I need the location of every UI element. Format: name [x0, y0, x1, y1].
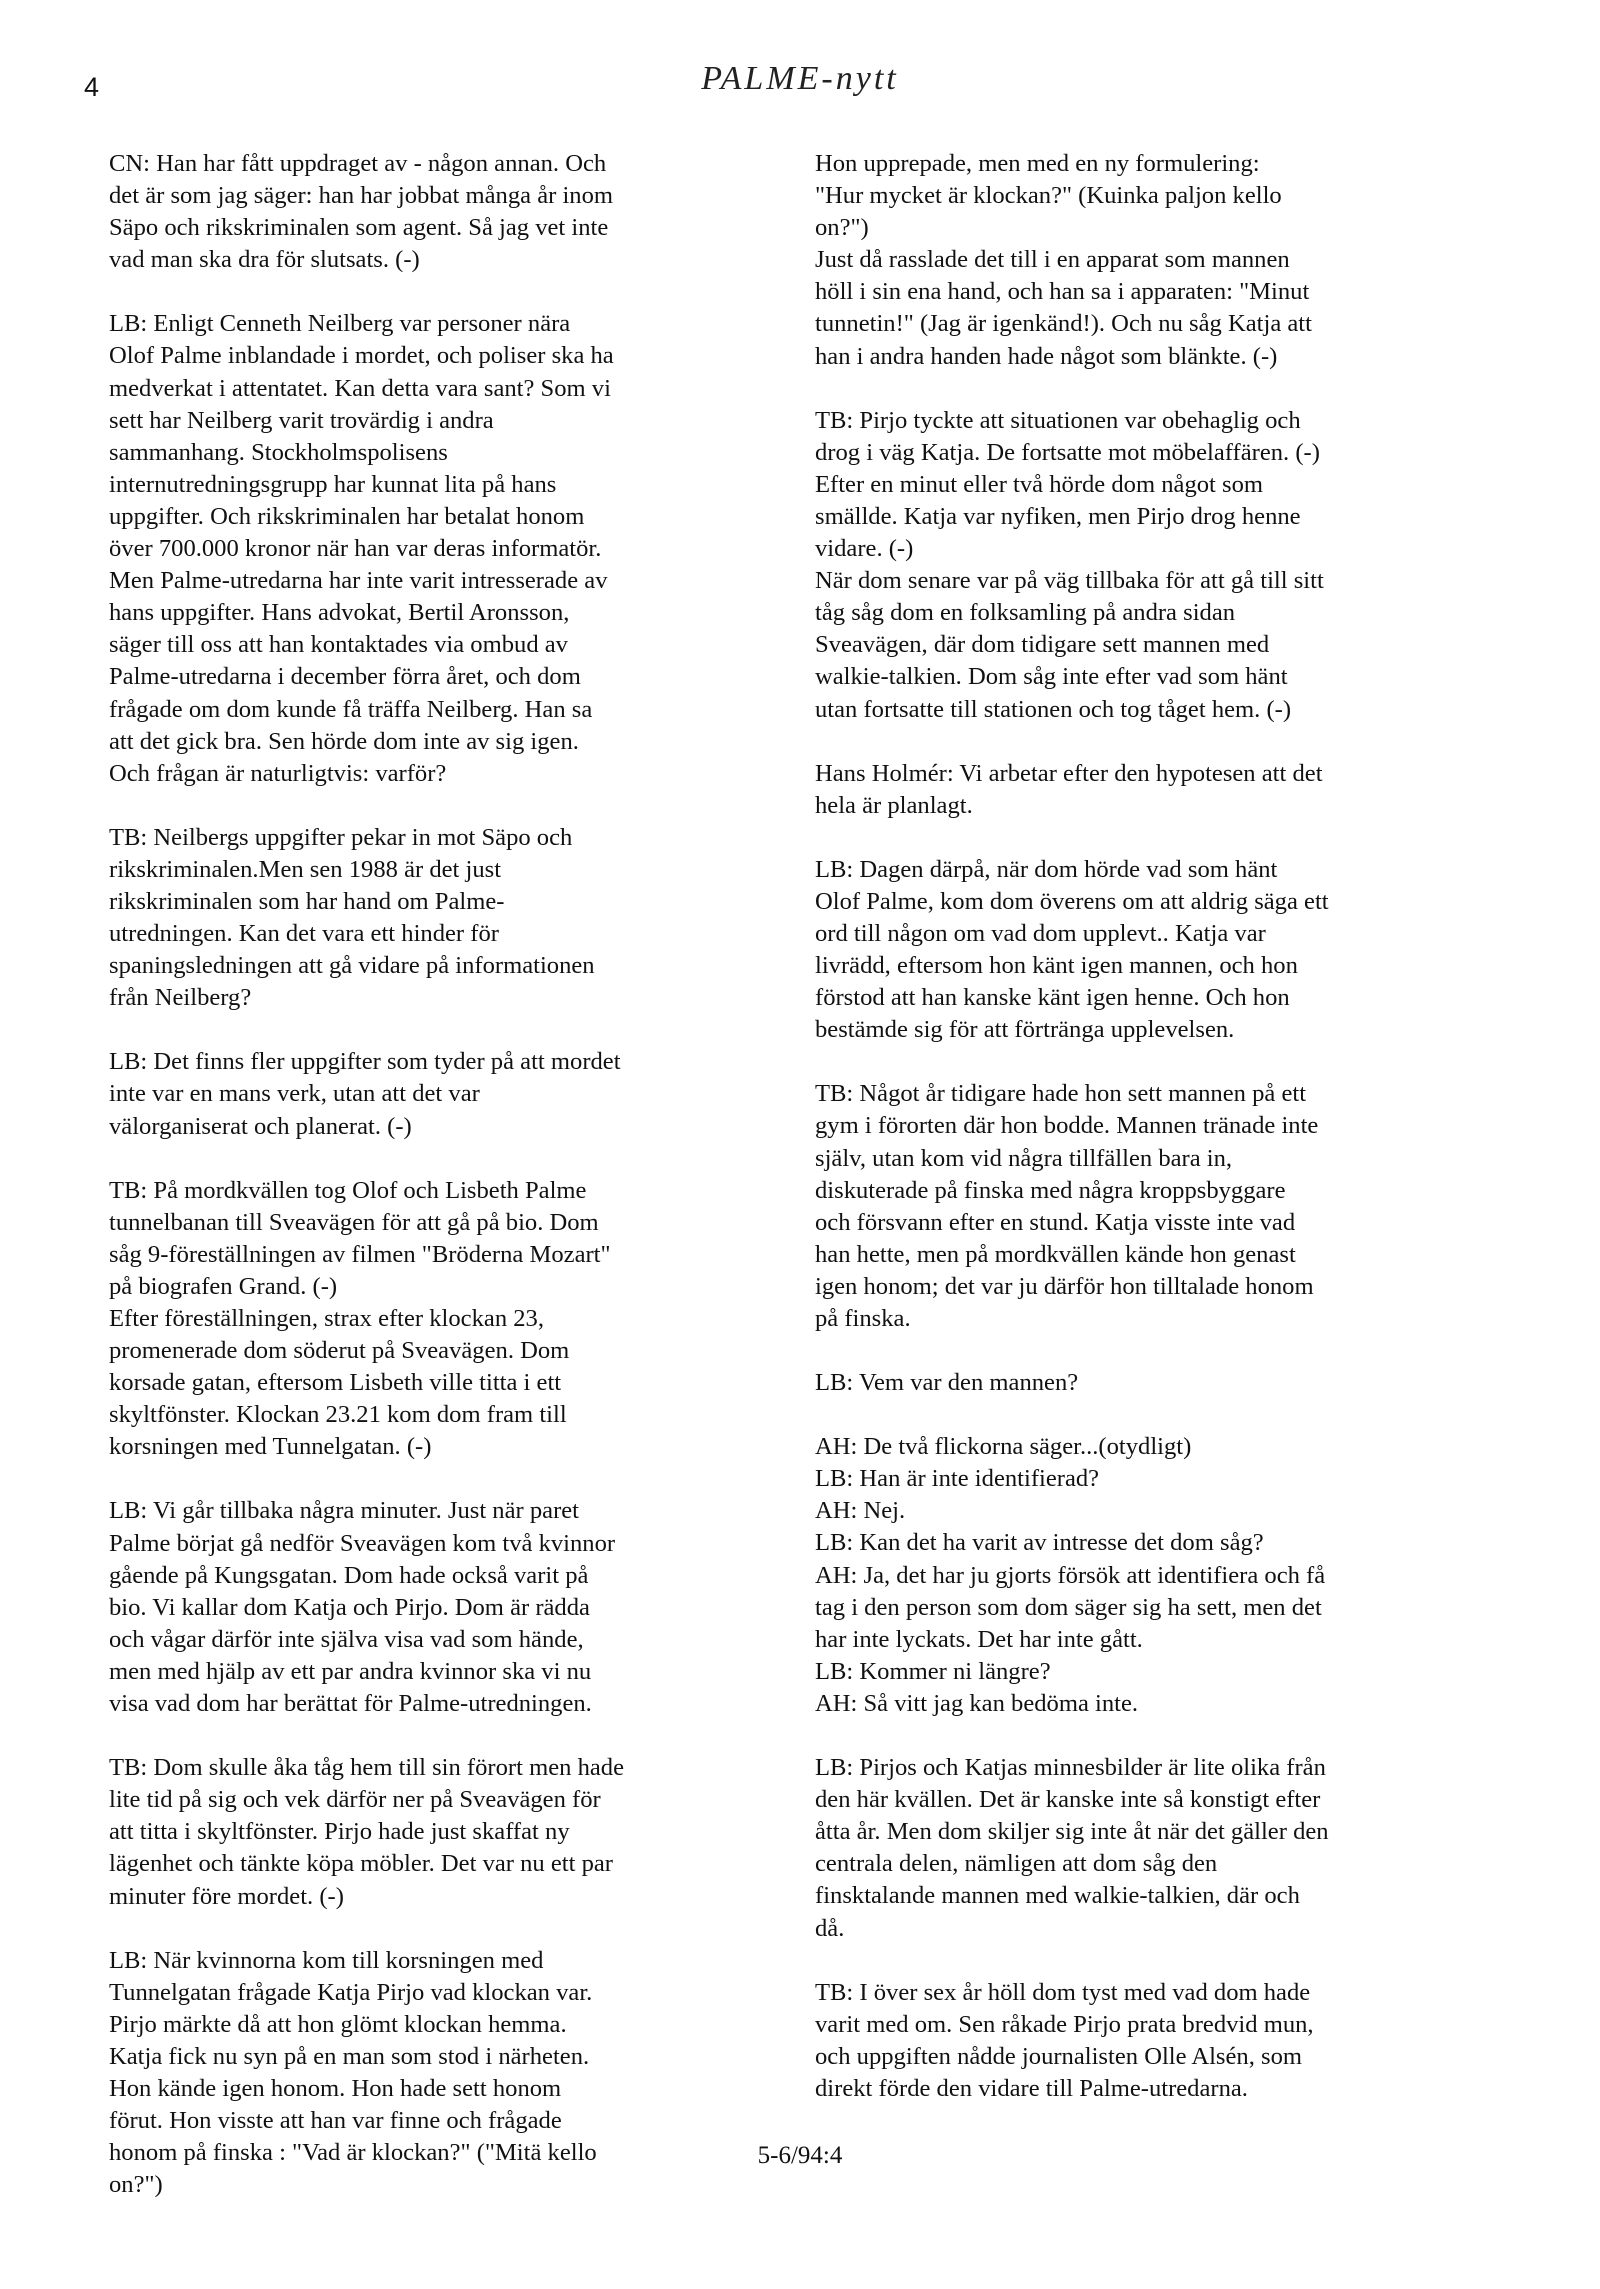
text-line: spaningsledningen att gå vidare på informationen	[109, 952, 595, 980]
text-line: men med hjälp av ett par andra kvinnor ska vi nu	[109, 1657, 592, 1685]
text-line: Sveavägen, där dom tidigare sett mannen med	[815, 631, 1270, 659]
text-line: visa vad dom har berättat för Palme-utredningen.	[109, 1690, 592, 1718]
paragraph	[109, 1752, 764, 1912]
text-line: åtta år. Men dom skiljer sig inte åt när det gäller den	[815, 1818, 1329, 1846]
text-line: Och frågan är naturligtvis: varför?	[109, 759, 447, 787]
text-line: tunnetin!" (Jag är igenkänd!). Och nu såg Katja att	[815, 310, 1312, 338]
text-line: tag i den person som dom säger sig ha sett, men det	[815, 1593, 1322, 1621]
text-line: tåg såg dom en folksamling på andra sidan	[815, 599, 1236, 627]
paragraph	[815, 854, 1470, 1047]
text-line: Tunnelgatan frågade Katja Pirjo vad klockan var.	[109, 1978, 593, 2006]
text-line: centrala delen, nämligen att dom såg den	[815, 1850, 1218, 1878]
text-line: att titta i skyltfönster. Pirjo hade just skaffat ny	[109, 1818, 570, 1846]
page-number: 4	[84, 72, 100, 102]
text-line: medverkat i attentatet. Kan detta vara sant? Som vi	[109, 374, 611, 402]
text-line: sammanhang. Stockholmspolisens	[109, 438, 448, 466]
text-line: AH: Nej.	[815, 1497, 906, 1525]
text-line: bio. Vi kallar dom Katja och Pirjo. Dom är rädda	[109, 1593, 590, 1621]
text-line: TB: I över sex år höll dom tyst med vad dom hade	[815, 1978, 1311, 2006]
text-line: walkie-talkien. Dom såg inte efter vad som hänt	[815, 663, 1288, 691]
text-line: hans uppgifter. Hans advokat, Bertil Aronsson,	[109, 599, 570, 627]
text-line: Olof Palme, kom dom överens om att aldrig säga ett	[815, 887, 1329, 915]
text-line: han i andra handen hade något som blänkte. (-)	[815, 342, 1278, 370]
text-line: och uppgiften nådde journalisten Olle Alsén, som	[815, 2042, 1302, 2070]
text-line: minuter före mordet. (-)	[109, 1882, 344, 1910]
text-line: TB: På mordkvällen tog Olof och Lisbeth Palme	[109, 1176, 587, 1204]
text-line: AH: Ja, det har ju gjorts försök att identifiera och få	[815, 1561, 1326, 1589]
text-line: LB: Vem var den mannen?	[815, 1369, 1079, 1397]
text-line: rikskriminalen.Men sen 1988 är det just	[109, 855, 502, 883]
text-line: TB: Något år tidigare hade hon sett mannen på ett	[815, 1080, 1307, 1108]
text-line: på finska.	[815, 1305, 911, 1332]
text-line: gym i förorten där hon bodde. Mannen tränade inte	[815, 1112, 1319, 1140]
text-line: inte var en mans verk, utan att det var	[109, 1080, 480, 1108]
text-line: ord till någon om vad dom upplevt.. Katja var	[815, 919, 1266, 947]
text-line: korsningen med Tunnelgatan. (-)	[109, 1433, 432, 1461]
text-line: Pirjo märkte då att hon glömt klockan hemma.	[109, 2010, 567, 2038]
text-line: Men Palme-utredarna har inte varit intresserade av	[109, 567, 608, 595]
left-column	[109, 148, 764, 2233]
text-line: smällde. Katja var nyfiken, men Pirjo drog henne	[815, 502, 1301, 530]
text-line: den här kvällen. Det är kanske inte så konstigt efter	[815, 1786, 1321, 1814]
paragraph	[815, 1367, 1470, 1399]
text-line: förstod att han kanske känt igen henne. Och hon	[815, 984, 1290, 1012]
text-line: igen honom; det var ju därför hon tilltalade honom	[815, 1272, 1314, 1300]
paragraph	[815, 1078, 1470, 1335]
text-line: har inte lyckats. Det har inte gått.	[815, 1625, 1143, 1653]
text-line: promenerade dom söderut på Sveavägen. Dom	[109, 1337, 570, 1365]
text-line: utan fortsatte till stationen och tog tåget hem. (-)	[815, 695, 1292, 723]
text-line: När dom senare var på väg tillbaka för att gå till sitt	[815, 567, 1324, 595]
text-line: utredningen. Kan det vara ett hinder för	[109, 920, 499, 948]
text-line: uppgifter. Och rikskriminalen har betalat honom	[109, 502, 585, 530]
text-line: och vågar därför inte själva visa vad som hände,	[109, 1625, 584, 1653]
text-line: LB: Dagen därpå, när dom hörde vad som hänt	[815, 855, 1278, 883]
text-line: CN: Han har fått uppdraget av - någon annan. Och	[109, 150, 607, 177]
paragraph	[109, 1495, 764, 1720]
text-line: korsade gatan, eftersom Lisbeth ville titta i ett	[109, 1369, 562, 1397]
paragraph	[815, 1977, 1470, 2105]
text-line: vidare. (-)	[815, 535, 914, 563]
text-line: Olof Palme inblandade i mordet, och poliser ska ha	[109, 342, 614, 370]
text-line: över 700.000 kronor när han var deras informatör.	[109, 535, 602, 563]
text-line: LB: Vi går tillbaka några minuter. Just när paret	[109, 1497, 580, 1525]
text-line: Palme börjat gå nedför Sveavägen kom två kvinnor	[109, 1529, 616, 1557]
text-line: on?")	[815, 214, 869, 242]
text-line: gående på Kungsgatan. Dom hade också varit på	[109, 1561, 589, 1589]
text-line: LB: Enligt Cenneth Neilberg var personer nära	[109, 310, 571, 338]
text-line: livrädd, eftersom hon känt igen mannen, och hon	[815, 952, 1298, 980]
text-line: LB: När kvinnorna kom till korsningen med	[109, 1946, 544, 1974]
text-line: TB: Dom skulle åka tåg hem till sin förort men hade	[109, 1754, 624, 1782]
text-line: honom på finska : "Vad är klockan?" ("Mitä kello	[109, 2139, 597, 2167]
text-line: höll i sin ena hand, och han sa i apparaten: "Minut	[815, 278, 1310, 306]
masthead: PALME-nytt	[701, 60, 899, 97]
text-line: Just då rasslade det till i en apparat som mannen	[815, 246, 1290, 274]
text-line: Palme-utredarna i december förra året, och dom	[109, 663, 581, 691]
paragraph	[109, 148, 764, 276]
text-line: LB: Han är inte identifierad?	[815, 1465, 1100, 1493]
text-line: Efter en minut eller två hörde dom något som	[815, 470, 1264, 498]
text-line: Säpo och rikskriminalen som agent. Så jag vet inte	[109, 214, 609, 242]
text-line: drog i väg Katja. De fortsatte mot möbelaffären. (-)	[815, 438, 1320, 466]
text-line: AH: Så vitt jag kan bedöma inte.	[815, 1689, 1139, 1717]
text-line: Katja fick nu syn på en man som stod i närheten.	[109, 2042, 590, 2070]
issue-footer: 5-6/94:4	[757, 2142, 843, 2169]
text-line: att det gick bra. Sen hörde dom inte av sig igen.	[109, 727, 579, 755]
paragraph	[109, 308, 764, 789]
text-line: på biografen Grand. (-)	[109, 1272, 338, 1300]
text-line: internutredningsgrupp har kunnat lita på hans	[109, 470, 557, 498]
text-line: TB: Pirjo tyckte att situationen var obehaglig och	[815, 406, 1301, 434]
text-line: säger till oss att han kontaktades via ombud av	[109, 631, 568, 659]
text-line: han hette, men på mordkvällen kände hon genast	[815, 1240, 1296, 1268]
text-line: hela är planlagt.	[815, 791, 973, 819]
text-line: Hon kände igen honom. Hon hade sett honom	[109, 2074, 562, 2102]
text-line: on?")	[109, 2171, 163, 2199]
text-line: vad man ska dra för slutsats. (-)	[109, 246, 420, 274]
paragraph	[109, 1175, 764, 1464]
text-line: finsktalande mannen med walkie-talkien, där och	[815, 1882, 1300, 1910]
text-line: tunnelbanan till Sveavägen för att gå på bio. Dom	[109, 1208, 599, 1236]
text-line: LB: Det finns fler uppgifter som tyder på att mordet	[109, 1048, 621, 1076]
paragraph	[815, 405, 1470, 726]
text-line: det är som jag säger: han har jobbat många år inom	[109, 182, 614, 210]
text-line: Hans Holmér: Vi arbetar efter den hypotesen att det	[815, 759, 1323, 787]
text-line: sett har Neilberg varit trovärdig i andra	[109, 406, 494, 434]
paragraph	[815, 148, 1470, 373]
text-line: diskuterade på finska med några kroppsbyggare	[815, 1176, 1286, 1204]
text-line: då.	[815, 1914, 845, 1942]
text-line: LB: Kan det ha varit av intresse det dom såg?	[815, 1529, 1264, 1557]
text-line: själv, utan kom vid några tillfällen bara in,	[815, 1144, 1233, 1172]
text-line: direkt förde den vidare till Palme-utredarna.	[815, 2074, 1248, 2102]
text-line: såg 9-föreställningen av filmen "Bröderna Mozart"	[109, 1240, 611, 1268]
text-line: från Neilberg?	[109, 984, 252, 1012]
paragraph	[815, 1752, 1470, 1945]
paragraph	[815, 1431, 1470, 1720]
text-line: lägenhet och tänkte köpa möbler. Det var nu ett par	[109, 1850, 613, 1878]
text-line: LB: Pirjos och Katjas minnesbilder är lite olika från	[815, 1754, 1326, 1782]
paragraph	[109, 822, 764, 1015]
text-line: frågade om dom kunde få träffa Neilberg. Han sa	[109, 695, 593, 723]
paragraph	[109, 1046, 764, 1142]
text-line: välorganiserat och planerat. (-)	[109, 1112, 412, 1140]
text-line: Efter föreställningen, strax efter klockan 23,	[109, 1305, 545, 1332]
text-line: och försvann efter en stund. Katja visste inte vad	[815, 1208, 1296, 1236]
text-line: bestämde sig för att förtränga upplevelsen.	[815, 1016, 1235, 1044]
text-line: rikskriminalen som har hand om Palme-	[109, 887, 505, 915]
text-line: AH: De två flickorna säger...(otydligt)	[815, 1433, 1192, 1461]
text-line: Hon upprepade, men med en ny formulering:	[815, 150, 1260, 177]
text-line: lite tid på sig och vek därför ner på Sveavägen för	[109, 1786, 601, 1814]
text-line: skyltfönster. Klockan 23.21 kom dom fram till	[109, 1401, 567, 1429]
text-line: förut. Hon visste att han var finne och frågade	[109, 2107, 562, 2135]
text-line: "Hur mycket är klockan?" (Kuinka paljon kello	[815, 182, 1282, 210]
text-line: varit med om. Sen råkade Pirjo prata bredvid mun,	[815, 2010, 1314, 2038]
text-line: LB: Kommer ni längre?	[815, 1657, 1051, 1685]
paragraph	[815, 758, 1470, 822]
right-column	[815, 148, 1470, 2137]
text-line: TB: Neilbergs uppgifter pekar in mot Säpo och	[109, 823, 573, 851]
